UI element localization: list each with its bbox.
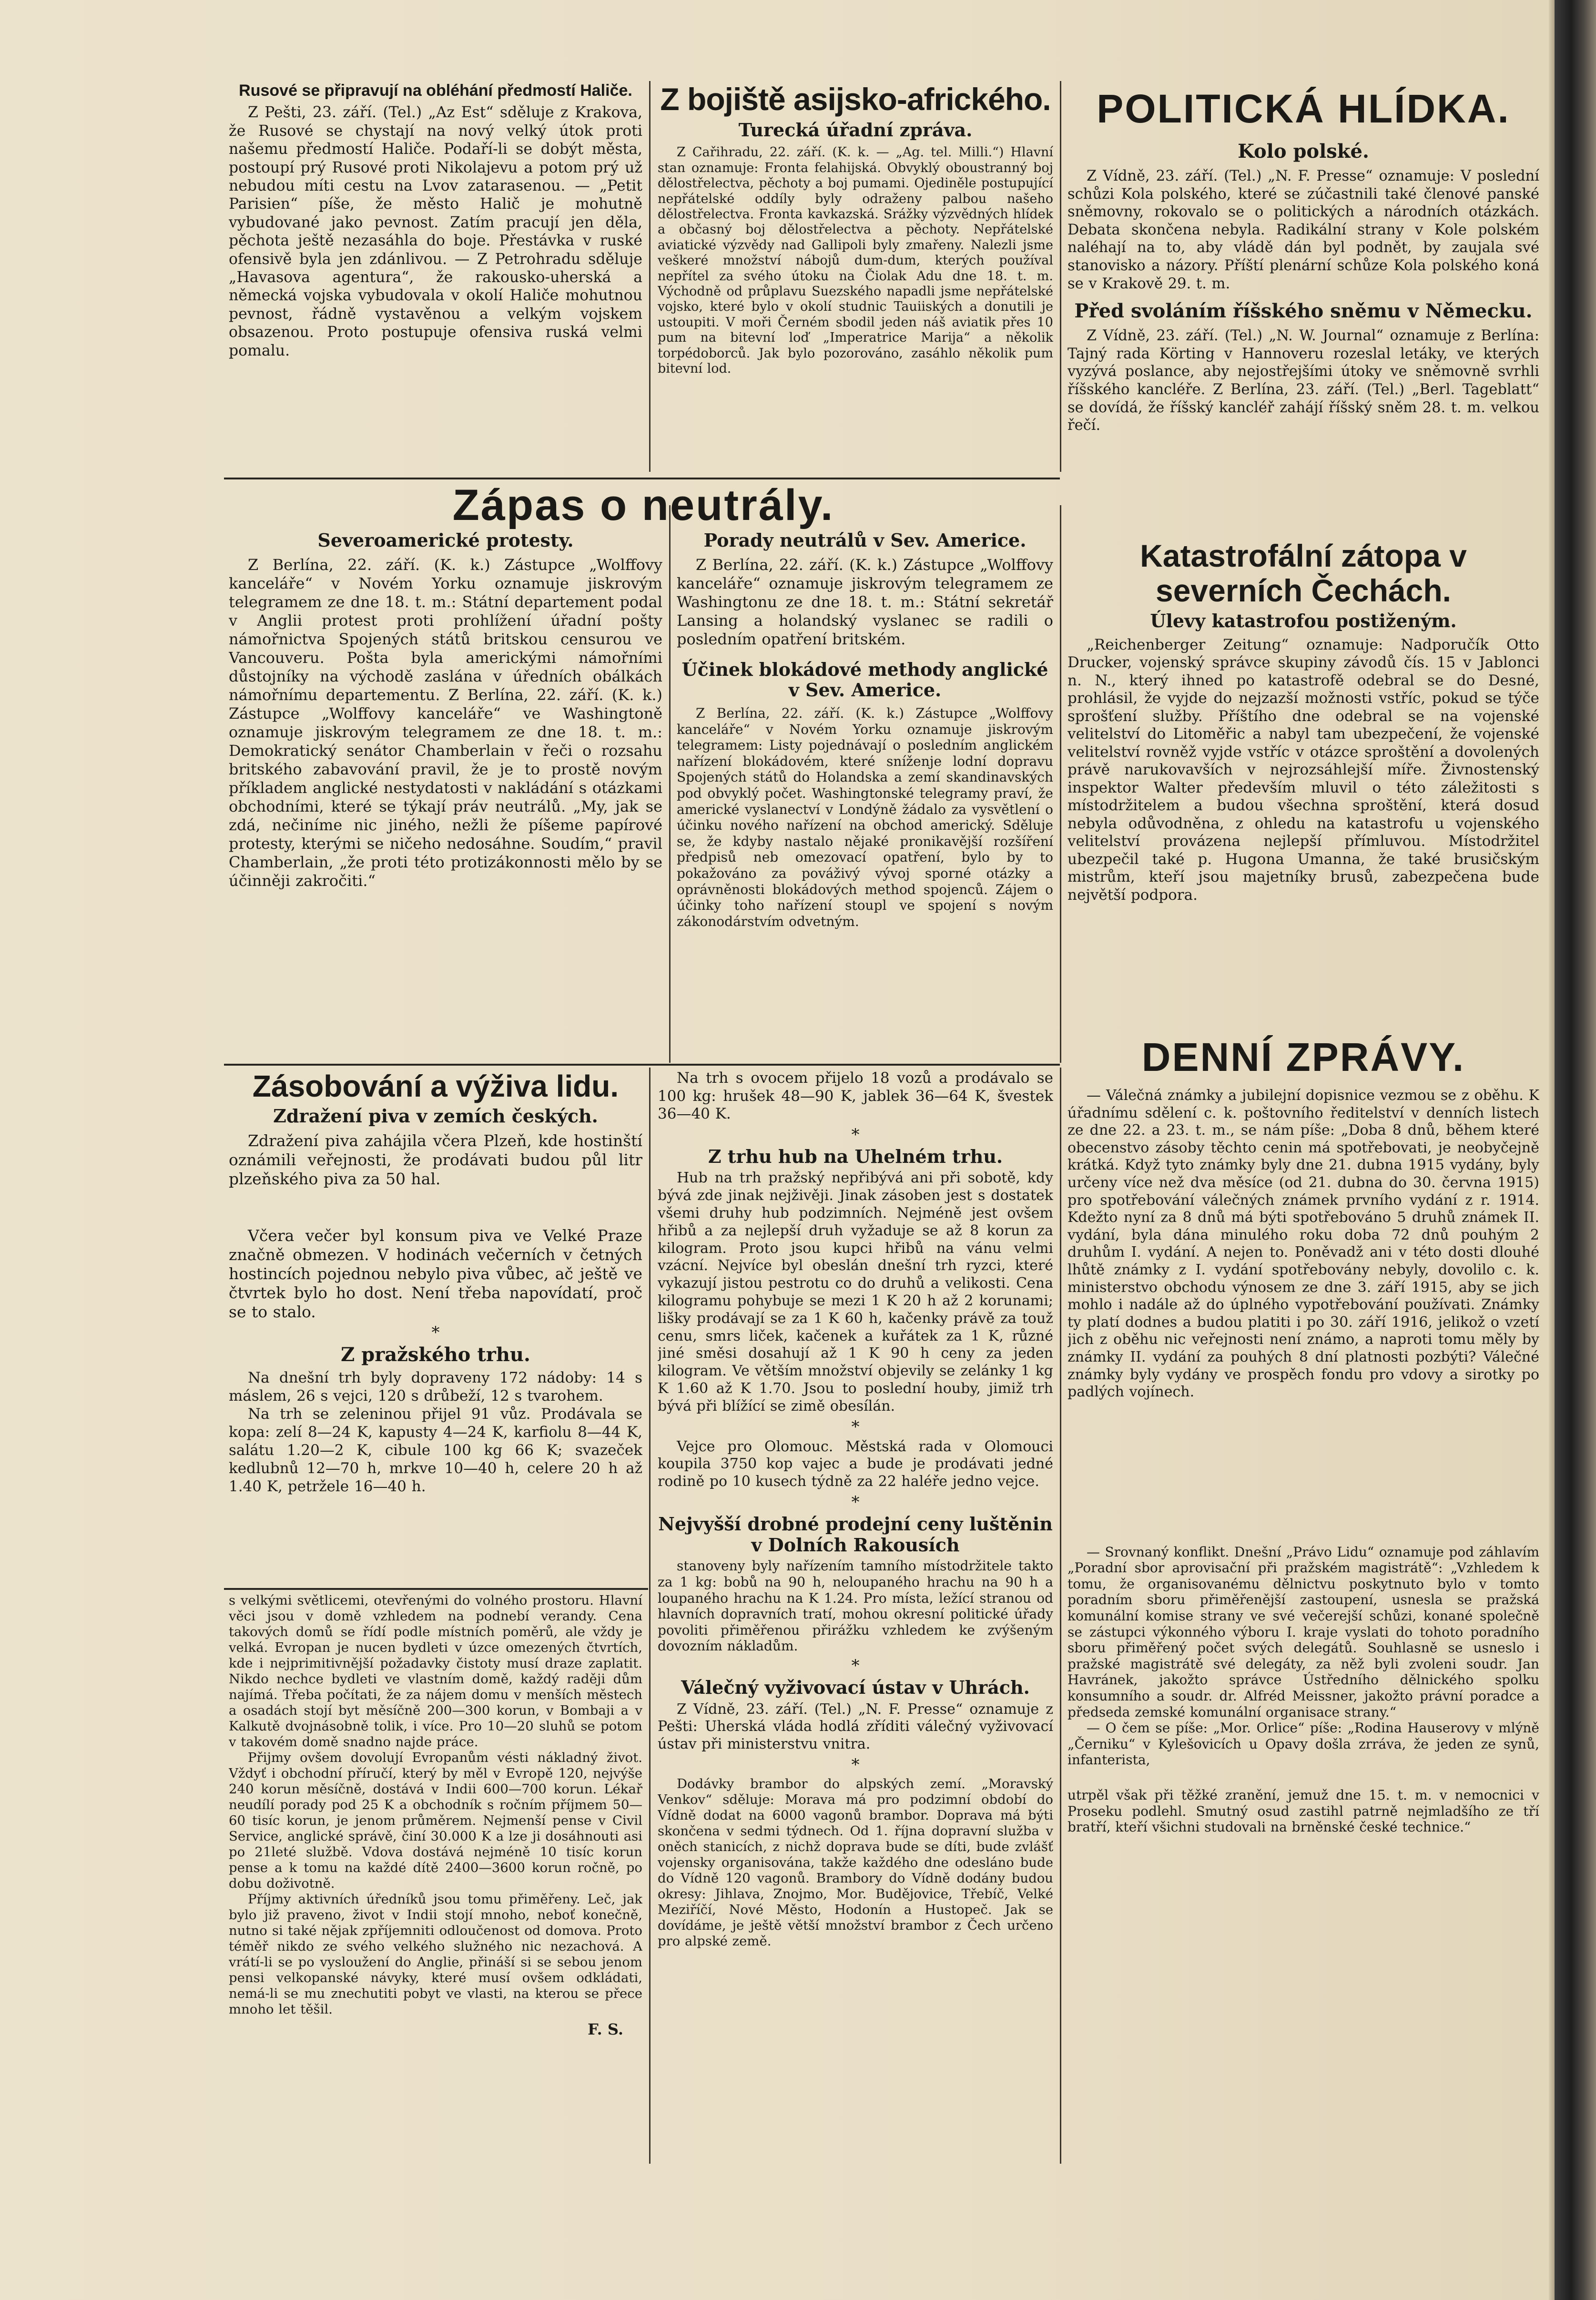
article-body: Na trh se zeleninou přijel 91 vůz. Prodávala se kopa: zelí 8—24 K, kapusty 4—24 K, karfiolu 8—44 K, salátu 1.20—2 K, cibule 100 kg 66 K; svazeček kedlubnů 12—70 h, mrkve 10—40 h, celere 20 h až 1.40 K, petrželе 16—40 h. (229, 1405, 642, 1496)
article-title: Kolo polské. (1238, 140, 1369, 163)
politicka-hlidka-section (1067, 86, 1539, 524)
article-porady-ucinek (677, 530, 1053, 1061)
article-body: — O čem se píše: „Mor. Orlice“ píše: „Rodina Hauserovy v mlýně „Černiku“ v Kylešovicích u Opavy došla zrráva, že jeden ze synů, infanterista, (1067, 1720, 1539, 1768)
section-rule (224, 1064, 1060, 1066)
separator-star: * (431, 1323, 440, 1343)
middle-market-column (658, 1069, 1053, 2161)
article-zatopa (1067, 539, 1539, 1053)
article-body: Z Vídně, 23. září. (Tel.) „N. F. Presse“ oznamuje z Pešti: Uherská vláda hodlá zříditi válečný vyživovací ústav při ministerstvu vnitra. (658, 1700, 1053, 1753)
column-divider (669, 505, 671, 1063)
column-divider (1060, 505, 1061, 1063)
section-rule (224, 478, 1060, 479)
article-rusove (229, 82, 642, 473)
article-protesty (229, 530, 662, 1061)
article-title: Katastrofální zátopa v severních Čechách. (1140, 539, 1467, 608)
article-zasobovani (229, 1069, 642, 1587)
article-body: Z Vídně, 23. září. (Tel.) „N. F. Presse“ oznamuje: V poslední schůzi Kola polského, které se zúčastnili také členové panské sněmovny, rokovalo se o politických a národních otázkách. Debata skončena nebyla. Radikální strany v Kole polském naléhají na to, aby vládě dán byl podnět, by zaujala své stanovisko a názory. Příští plenární schůze Kola polského koná se v Krakově 29. t. m. (1067, 168, 1539, 292)
article-body: utrpěl však při těžké zranění, jemuž dne 15. t. m. v nemocnici v Proseku podlehl. Smutný osud zastihl patrně nejmladšího ze tří bratří, kteří všichni studovali na brněnské české technice.“ (1067, 1787, 1539, 1835)
separator-star: * (851, 1125, 860, 1144)
article-subtitle: Zdražení piva v zemích českých. (273, 1105, 598, 1127)
article-body: Z Berlína, 22. září. (K. k.) Zástupce „Wolffovy kanceláře“ oznamuje jiskrovým telegramem ze Washingtonu ze dne 18. t. m.: Státní sekretář Lansing a holandský vyslanec se radili o posledním opatření britském. (677, 555, 1053, 648)
column-divider (649, 81, 651, 472)
article-body: Z Cařihradu, 22. září. (K. k. — „Ag. tel. Milli.“) Hlavní stan oznamuje: Fronta felahijská. Obvyklý oboustranný boj dělostřelectva, pěchoty a boj pumami. Ojediněle postupující nepřátelské oddíly byly odraženy palbou našeho dělostřelectva. Fronta kavkazská. Srážky výzvědných hlídek a občasný boj dělostřelectva a pěchoty. Nepřátelské aviatické výzvědy nad Gallipoli byly zmařeny. Nalezli jsme veškeré množství nábojů dum-dum, kterých používal nepřítel za svého útoku na Čiolak Adu dne 18. t. m. Východně od průplavu Suezského napadli jsme nepřátelské vojsko, které bylo v okolí studnic Tauiiských a donutili je ustoupiti. V moři Černém sbodil jeden náš aviatik přes 10 pum na bitevní loď „Imperatrice Marija“ a několik torpédoborců. Jak bylo pozorováno, zasáhlo několik pum bitevní lod. (658, 145, 1053, 376)
article-title: Z pražského trhu. (341, 1343, 530, 1366)
separator-star: * (851, 1755, 860, 1775)
article-body: Z Berlína, 22. září. (K. k.) Zástupce „Wolffovy kanceláře“ v Novém Yorku oznamuje jiskrovým telegramem ze dne 18. t. m.: Státní departement podal v Anglii protest proti prohlížení úřadní pošty námořnictva Spojených států britskou censurou ve Vancouveru. Pošta byla americkými námořními důstojníky na východě zaslána v úředních obálkách námořnímu departementu. Z Berlína, 22. září. (K. k.) Zástupce „Wolffovy kanceláře“ ve Washingtoně oznamuje jiskrovým telegramem ze dne 18. t. m.: Demokratický senátor Chamberlain v řeči o rozsahu britského zabavování pravil, že je to prostě novým příkladem anglické nestydatosti v nakládání s otázkami obchodními, které se týkají práv neutrálů. „My, jak se zdá, nečiníme nic jiného, nežli že píšeme papírové protesty, kterými se ničeho nedosáhne. Soudím,“ pravil Chamberlain, „že proti této protizákonnosti mělo by se účinněji zakročiti.“ (229, 555, 662, 890)
section-head: DENNÍ ZPRÁVY. (1141, 1035, 1465, 1079)
article-body: s velkými světlicemi, otevřenými do volného prostoru. Hlavní věci jsou v domě vzhledem na podnebí verandy. Cena takových domů se řídí podle místních poměrů, ale vždy je velká. Evropan je nucen bydleti v úzce omezených čtvrtích, kde i nejprimitivnější požadavky čistoty musí draze zaplatit. Nikdo nechce bydleti ve vlastním domě, každý raději dům najímá. Třeba počítati, že za nájem domu v menších městech a osadách stojí byt měsíčně 200—300 korun, v Bombaji a v Kalkutě dvojnásobně tolik, i více. Pro 10—20 sluhů se potom v takovém domě snadno najde práce. (229, 1593, 642, 1750)
article-body: Z Pešti, 23. září. (Tel.) „Az Est“ sděluje z Krakova, že Rusové se chystají na nový velký útok proti našemu předmostí Haliče. Podaří-li se dobýt města, postoupí prý Rusové proti Nikolajevu a potom prý už nebudou míti cestu na Lvov zatarasenou. — „Petit Parisien“ píše, že město Halič je mohutně vybudované jako pevnost. Zatím pracují jen děla, pěchota ještě nezasáhla do boje. Přestávka v ruské ofensivě byla jen zdánlivou. — Z Petrohradu sděluje „Havasova agentura“, že rakousko-uherská a německá vojska vybudovala v okolí Haliče mohutnou pevnost, řádně vystavěnou a velkým vojskem obsazenou. Proto postupuje ofensiva ruská velmi pomalu. (229, 104, 642, 359)
separator-star: * (851, 1493, 860, 1512)
column-divider (1060, 81, 1061, 472)
section-head: Zápas o neutrály. (452, 481, 834, 529)
zapas-header (224, 481, 1063, 529)
book-spine (1555, 0, 1596, 2300)
article-subtitle: Turecká úřadní zpráva. (738, 119, 973, 141)
article-body: Hub na trh pražský nepřibývá ani při sobotě, kdy bývá zde jinak nejživěji. Jinak zásoben jest s dostatek všemi druhy hub podzimních. Nejméně jest ovšem hřibů a za nejlepší druh vyžaduje se až 8 korun za kilogram. Proto jsou kupci hřibů na vánu velmi vzácní. Nejvíce byl obeslán dnešní trh ryzci, které vykazují jistou pestrotu co do druhů a velikosti. Cena kilogramu pohybuje se mezi 1 K 20 h až 2 korunami; lišky prodávají se za 1 K 60 h, kačenky právě za touž cenu, smrs liček, kačenek a kuřátek za 1 K, různé jiné směsi dosahují až 1 K 90 h ceny za jeden kilogram. Ve větším množství objevily se zelánky 1 kg K 1.60 až K 1.70. Jsou to poslední houby, jimiž trh bývá při blížící se zimě obesílán. (658, 1170, 1053, 1415)
separator-star: * (851, 1656, 860, 1675)
article-indie-continuation (229, 1593, 642, 2165)
article-body: Z Vídně, 23. září. (Tel.) „N. W. Journal“ oznamuje z Berlína: Tajný rada Körting v Hannoveru rozeslal letáky, ve kterých vyzývá poslance, aby nejostřejšími útoky ve sněmovně svrhli říšského kancléře. Z Berlína, 23. září. (Tel.) „Berl. Tageblatt“ se dovídá, že říšský kancléř zahájí říšský sněm 28. t. m. velkou řečí. (1067, 327, 1539, 434)
article-title: Z trhu hub na Uhelném trhu. (708, 1145, 1003, 1167)
column-divider (1060, 1068, 1061, 2164)
separator-star: * (851, 1417, 860, 1436)
article-body: Vejce pro Olomouc. Městská rada v Olomouci koupila 3750 kop vajec a bude je prodávati jedné rodině po 10 kusech týdně za 22 haléře jedno vejce. (658, 1438, 1053, 1490)
article-title: Zásobování a výživa lidu. (252, 1069, 619, 1103)
article-title: Z bojiště asijsko-afrického. (660, 82, 1051, 117)
article-title: Nejvyšší drobné prodejní ceny luštěnin v Dolních Rakousích (658, 1513, 1053, 1556)
article-title: Severoamerické protesty. (317, 530, 574, 551)
article-subtitle: Úlevy katastrofou postiženým. (1150, 610, 1457, 632)
article-body: Z Berlína, 22. září. (K. k.) Zástupce „Wolffovy kanceláře“ v Novém Yorku oznamuje jiskrovým telegramem: Listy pojednávají o posledním anglickém nařízení blokádovém, které sníženje lodní dopravu Spojených států do Holandska a zemí skandinavských pod obvyklý počet. Washingtonské telegramy praví, že americké vyslanectví v Londýně žádalo za vysvětlení o účinku nového nařízení na obchod americký. Sděluje se, že kdyby nastalo nějaké pronikavější rozšíření předpisů neb omezovací opatření, bylo by to pokažováno za pováživý vývoj sporné otázky a oprávněnosti blokádových method spojenců. Zájem o účinky toho nařízení stoupl ve spojení s novým zákonodárstvím odvetným. (677, 705, 1053, 929)
article-body: stanoveny byly nařízením tamního místodržitele takto za 1 kg: bobů na 90 h, neloupaného hrachu na 90 h a loupaného hrachu na K 1.24. Pro místa, ležící stranou od hlavních dopravních tratí, mohou okresní politické úřady povoliti přiměřenou přirážku vzhledem ke zvýšeným dovozním nákladům. (658, 1558, 1053, 1654)
column-divider (649, 1068, 651, 2164)
denni-zpravy-section (1067, 1034, 1539, 2168)
article-title: Válečný vyživovací ústav v Uhrách. (681, 1676, 1030, 1698)
article-title: Porady neutrálů v Sev. Americe. (703, 530, 1027, 551)
article-body: Příjmy aktivních úředníků jsou tomu přiměřeny. Leč, jak bylo již praveno, život v Indii stojí mnoho, neboť konečně, nutno si také nějak zpříjemniti odloučenost od domova. Proto téměř nikdo ze svého velkého služného nic nezachová. A vrátí-li se po vysloužení do Anglie, přináší si se sebou jenom pensi velkopanské návyky, které musí ovšem odkládati, nemá-li se mu znechutiti pobyt ve vlasti, na kterou se přece mnoho let těšil. (229, 1892, 642, 2017)
article-bojiste (658, 82, 1053, 473)
article-title: Před svoláním říšského sněmu v Německu. (1074, 300, 1533, 323)
article-body: Na dnešní trh byly dopraveny 172 nádoby: 14 s máslem, 26 s vejci, 120 s drůbeží, 12 s tvarohem. (229, 1369, 642, 1405)
author-signature: F. S. (588, 2020, 623, 2038)
article-title: Účinek blokádové methody anglické v Sev. Americe. (681, 658, 1048, 701)
article-body: Včera večer byl konsum piva ve Velké Praze značně obmezen. V hodinách večerních v četných hostincích pojednou nebylo piva vůbec, ač ještě ve čtvrtek bylo ho dost. Není třeba napovídatí, proč se to stalo. (229, 1226, 642, 1321)
section-rule (224, 1588, 648, 1590)
article-body: Na trh s ovocem přijelo 18 vozů a prodávalo se 100 kg: hrušek 48—90 K, jablek 36—64 K, švestek 36—40 K. (658, 1069, 1053, 1123)
article-body: Přijmy ovšem dovolují Evropanům vésti nákladný život. Vždyť i obchodní příručí, který by měl v Evropě 120, nejvýše 240 korun měsíčně, dostává v Indii 600—700 korun. Lékař neudílí porady pod 25 K a obchodník s ročním příjmem 50—60 tisíc korun, je jenom průměrem. Nejmenší pense v Civil Service, anglické správě, činí 30.000 K a lze ji dosáhnouti asi po 21leté službě. Vdova dostává nejméně 10 tisíc korun pense a k tomu na každé dítě 2400—3600 korun ročně, po dobu doživotně. (229, 1750, 642, 1891)
section-head: POLITICKÁ HLÍDKA. (1097, 86, 1510, 131)
article-title: Rusové se připravují na obléhání předmostí Haliče. (239, 82, 632, 100)
article-body: Zdražení piva zahájila včera Plzeň, kde hostinští oznámili veřejnosti, že prodávati budou půl litr plzeňského piva za 50 hal. (229, 1131, 642, 1188)
article-body: „Reichenberger Zeitung“ oznamuje: Nadporučík Otto Drucker, vojenský správce skupiny závodů čís. 15 v Jablonci n. N., který ihned po katastrofě odebral se do Desné, prohlásil, že vyjde do nejzazší možnosti vstříc, pokud se týče sprošťení služby. Příštího dne odebral se na vojenské velitelství do Litoměřic a nabyl tam ubezpečení, že vojenské velitelství rovněž vyjde vstříc v otázce sproštění a dovolených právě narukovavších v nejrozsáhlejší míře. Živnostenský inspektor Walter především mluvil o této záležitosti s místodržitelem a budou všechna sproštění, která dosud nebyla odůvodněna, z ohledu na katastrofu u vojenského velitelství provázena nejlepší přímluvou. Místodržitel ubezpečil také p. Hugona Umanna, že také brusičským mistrům, kteří jsou majetníky brusů, zabezpečena bude největší podpora. (1067, 636, 1539, 904)
article-body: Dodávky brambor do alpských zemí. „Moravský Venkov“ sděluje: Morava má pro podzimní období do Vídně dodat na 6000 vagonů brambor. Doprava má býti skončena v sedmi týdnech. Od 1. října dopravní služba v oněch stanicích, z nichž doprava bude se díti, bude zvlášť vojensky organisována, takže každého dne odesláno bude do Vídně 120 vagonů. Brambory do Vídně dodány budou okresy: Jihlava, Znojmo, Mor. Budějovice, Třebíč, Velké Meziříčí, Nové Město, Hodonín a Hustopeč. Jak se dovídáme, je ještě větší množství brambor z Čech určeno pro alpské země. (658, 1776, 1053, 1949)
article-body: — Srovnaný konflikt. Dnešní „Právo Lidu“ oznamuje pod záhlavím „Poradní sbor aprovisační při pražském magistrátě“: „Vzhledem k tomu, že organisovanému dělnictvu poskytnuto bylo v tomto poradním sboru přiměřenější zastoupení, usnesla se pražská komunální komise strany ve své večerejší schůzi, konané společně se zástupci výkonného výboru I. kraje vyslati do tohoto poradního sboru přiměřený počet svých delegátů. Souhlasně se usneslo i pražské magistrátě své delegáty, za něž byli zvoleni soudr. Jan Havránek, jakožto správce Ústředního dělnického spolku konsumního a soudr. dr. Alfréd Meissner, jakožto právní poradce a předseda zemské komunální organisace strany.“ (1067, 1544, 1539, 1720)
article-body: — Válečná známky a jubilejní dopisnice vezmou se z oběhu. K úřadnímu sdělení c. k. poštovního ředitelství v denních listech ze dne 22. a 23. t. m., se nám píše: „Doba 8 dnů, během které obecenstvo zásoby těchto cenin má spotřebovati, je neobyčejně krátká. Když tyto známky byly dne 21. dubna 1915 vydány, byly určeny více než dva měsíce (od 21. dubna do 30. června 1915) pro spotřebování válečných známek prvního vydání z r. 1914. Kdežto nyní za 8 dnů má býti spotřebováno 5 druhů známek II. vydání, byla dána minulého roku doba 72 dnů pouhým 2 druhům I. vydání. A nejen to. Poněvadž ani v této dosti dlouhé lhůtě známky z I. vydání spotřebovány nebyly, dovolilo c. k. ministerstvo obchodu výnosem ze dne 3. září 1915, aby se jich mohlo i nadále až do úplného vypotřebování používati. Známky ty platí dodnes a budou platiti i po 30. září 1916, jelikož o vzetí jich z oběhu nic veřejnosti není známo, a naproti tomu měly by známky II. vydání za pouhých 8 dní platnosti pozbýti? Válečné známky byly vydány ve prospěch fondu pro vdovy a sirotky po padlých vojínech. (1067, 1087, 1539, 1401)
